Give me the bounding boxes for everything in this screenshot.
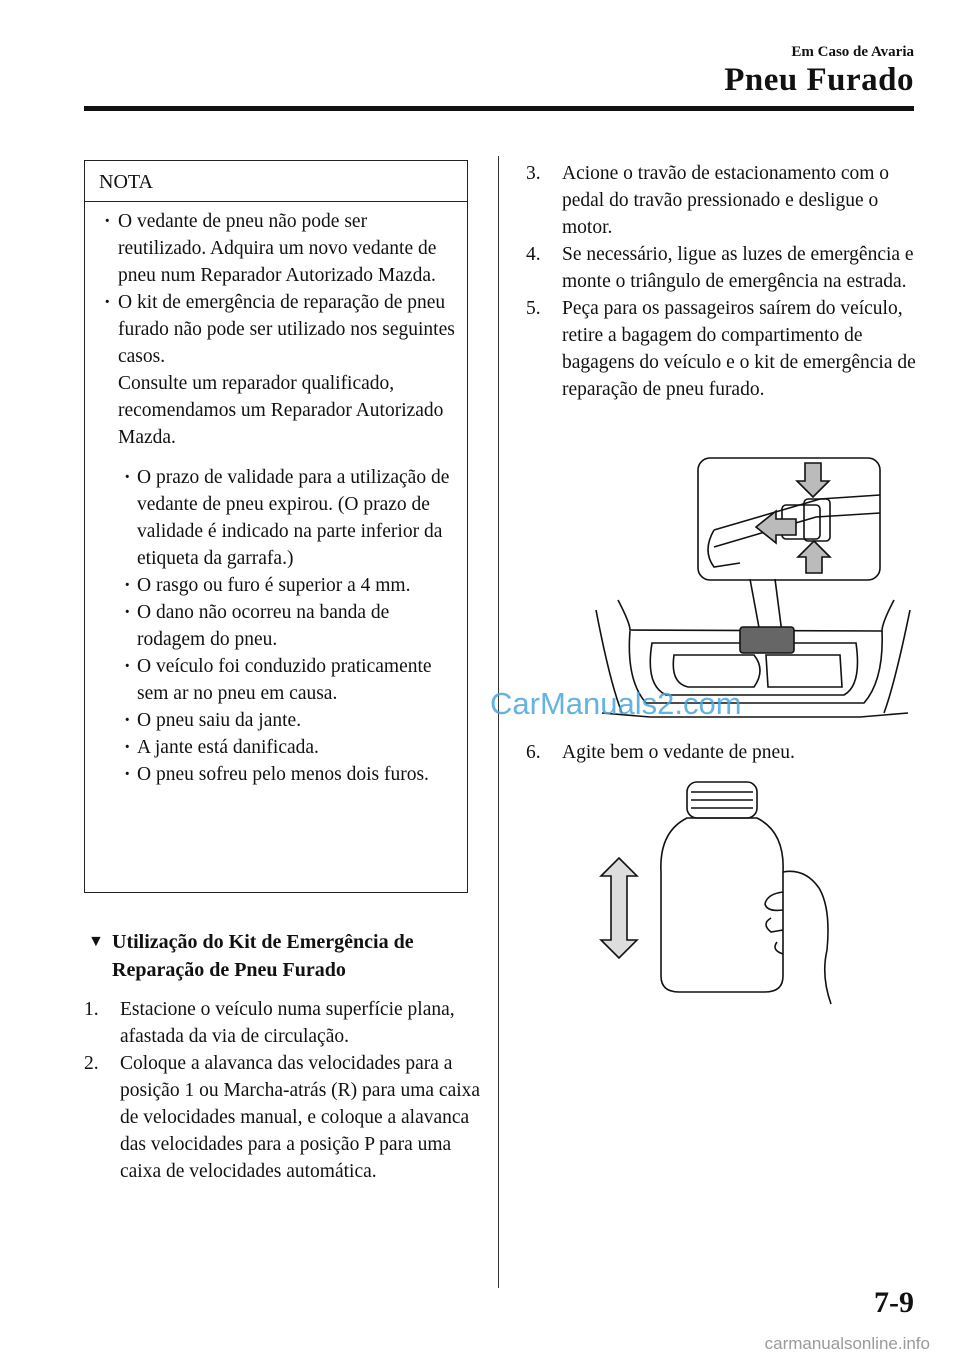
step-item <box>84 996 484 1050</box>
step-number: 6. <box>526 742 541 763</box>
step-text: Se necessário, ligue as luzes de emergência e monte o triângulo de emergência na estrada. <box>562 244 914 292</box>
step-number: 4. <box>526 244 541 265</box>
nota-sub-item: · O dano não ocorreu na banda de rodagem do pneu. <box>120 599 457 653</box>
nota-sub-item: · O pneu saiu da jante. <box>120 707 457 734</box>
step-text: Acione o travão de estacionamento com o pedal do travão pressionado e desligue o motor. <box>562 163 890 238</box>
step-item <box>526 739 921 766</box>
step-number: 1. <box>84 999 99 1020</box>
trunk-kit-illustration <box>590 455 920 720</box>
nota-bullet: · O vedante de pneu não pode ser reutilizado. Adquira um novo vedante de pneu num Reparador Autorizado Mazda. <box>100 208 457 289</box>
nota-sub-item: · O prazo de validade para a utilização de vedante de pneu expirou. (O prazo de validade é indicado na parte inferior da etiqueta da garrafa.) <box>120 464 457 572</box>
section-label: Em Caso de Avaria <box>791 44 914 60</box>
step-item-6 <box>526 739 921 766</box>
nota-bullet-text: · O kit de emergência de reparação de pneu furado não pode ser utilizado nos seguintes casos. <box>118 292 455 367</box>
steps-right-column <box>526 160 921 403</box>
section-heading <box>88 928 478 984</box>
step-text: Coloque a alavanca das velocidades para a posição 1 ou Marcha-atrás (R) para uma caixa de velocidades manual, e coloque a alavanca das velocidades para a posição P para uma caixa de velocidades automática. <box>120 1053 481 1182</box>
nota-box <box>84 160 468 893</box>
step-text: Agite bem o vedante de pneu. <box>562 742 795 763</box>
step-text: Estacione o veículo numa superfície plana, afastada da via de circulação. <box>120 999 455 1047</box>
nota-bullet-continuation: Consulte um reparador qualificado, recomendamos um Reparador Autorizado Mazda. <box>118 373 444 448</box>
step-number: 5. <box>526 298 541 319</box>
watermark: CarManuals2.com <box>490 686 742 721</box>
column-divider <box>498 156 499 1288</box>
step-item <box>526 295 921 403</box>
footer-watermark: carmanualsonline.info <box>764 1334 930 1353</box>
nota-body <box>85 202 467 788</box>
nota-sub-item: · O veículo foi conduzido praticamente sem ar no pneu em causa. <box>120 653 457 707</box>
triangle-marker-icon: ▼ <box>88 933 104 950</box>
nota-title: NOTA <box>85 161 467 202</box>
section-heading-text: Utilização do Kit de Emergência de Reparação de Pneu Furado <box>112 931 414 981</box>
step-number: 2. <box>84 1053 99 1074</box>
header-rule <box>84 106 914 111</box>
step-item <box>526 160 921 241</box>
bottle-shake-illustration <box>595 780 835 1012</box>
step-item <box>84 1050 484 1185</box>
steps-left-column <box>84 996 484 1185</box>
step-text: Peça para os passageiros saírem do veículo, retire a bagagem do compartimento de bagagens do veículo e o kit de emergência de reparação de pneu furado. <box>562 298 916 400</box>
chapter-title: Pneu Furado <box>724 62 914 98</box>
nota-sub-item: · A jante está danificada. <box>120 734 457 761</box>
step-number: 3. <box>526 163 541 184</box>
page-number: 7-9 <box>874 1286 914 1319</box>
nota-sub-item: · O rasgo ou furo é superior a 4 mm. <box>120 572 457 599</box>
nota-sub-item: · O pneu sofreu pelo menos dois furos. <box>120 761 457 788</box>
nota-bullet <box>100 289 457 451</box>
nota-sub-list <box>100 464 457 788</box>
step-item <box>526 241 921 295</box>
